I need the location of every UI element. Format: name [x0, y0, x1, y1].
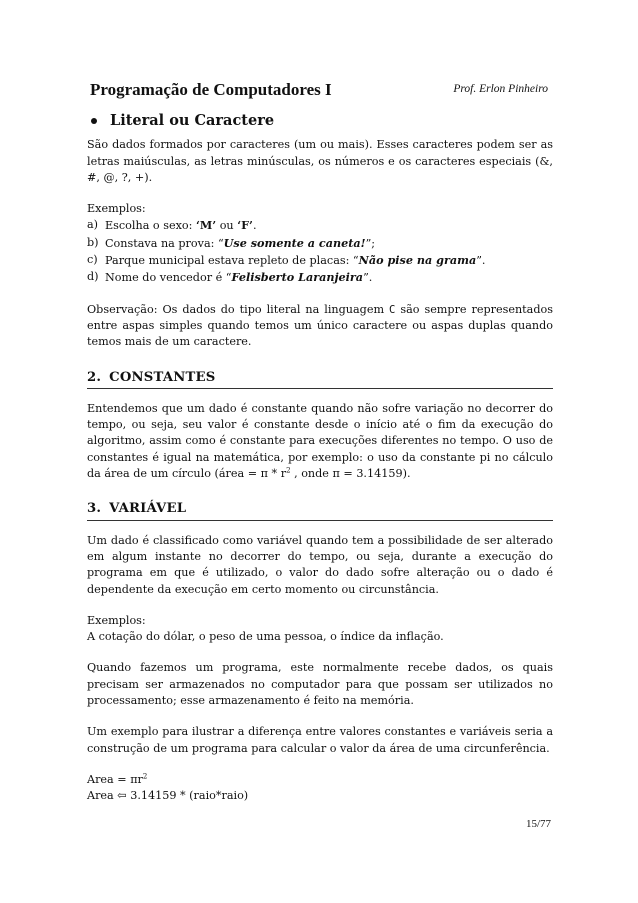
observation-text: são sempre representados entre aspas simples quando temos um único caractere ou aspas duplas quando temos mais de um caractere.: [87, 302, 553, 349]
formula-text: Area: [87, 789, 118, 803]
section-title: VARIÁVEL: [109, 501, 187, 517]
example-text: Escolha o sexo:: [105, 219, 196, 233]
example-text: ”;: [365, 236, 376, 250]
variavel-paragraph-1: Um dado é classificado como variável quando tem a possibilidade de ser alterado em algum instante no decorrer do tempo, ou seja, durante a execução do programa em que é utilizado, o valor do dado sofre alteração ou o dado é dependente da execução em certo momento ou circunstância.: [87, 533, 553, 596]
variavel-paragraph-3: Um exemplo para ilustrar a diferença entre valores constantes e variáveis seria a construção de um programa para calcular o valor da área de uma circunferência.: [87, 725, 553, 755]
formula-area-assignment: [87, 788, 553, 804]
observation-text: Observação: Os dados do tipo literal na linguagem: [87, 302, 390, 316]
literal-heading: [87, 113, 553, 129]
formula-area-math: [87, 772, 553, 788]
list-item-label: a): [87, 218, 99, 232]
example-value: ‘M’: [195, 218, 217, 233]
example-text: ou: [216, 219, 238, 233]
list-item-label: c): [87, 253, 98, 267]
example-text: Constava na prova: “: [105, 236, 224, 250]
section-title: CONSTANTES: [109, 369, 216, 385]
list-item: [87, 252, 553, 269]
list-item: [87, 217, 553, 234]
list-item: [87, 235, 553, 252]
example-value: Não pise na grama: [358, 253, 477, 268]
author-name: Prof. Erlon Pinheiro: [453, 83, 548, 95]
left-arrow-icon: ⇦: [117, 789, 127, 803]
example-text: ”.: [476, 254, 486, 268]
section-number: 2.: [87, 369, 102, 385]
course-title: Programação de Computadores I: [90, 80, 332, 99]
page-header: [90, 80, 548, 102]
superscript: 2: [286, 466, 291, 475]
literal-observation: [87, 302, 553, 351]
constantes-paragraph: [87, 401, 553, 482]
formula-text: 3.14159 * (raio*raio): [126, 789, 249, 803]
example-text: Nome do vencedor é “: [105, 271, 232, 285]
list-item-label: b): [87, 235, 99, 249]
example-value: ‘F’: [237, 218, 253, 233]
variavel-examples-text: A cotação do dólar, o peso de uma pessoa, o índice da inflação.: [87, 630, 444, 644]
variavel-examples-label: Exemplos:: [87, 613, 146, 627]
variavel-paragraph-2: Quando fazemos um programa, este normalmente recebe dados, os quais precisam ser armazenados no computador para que possam ser utilizados no processamento; esse armazenamento é feito na memória.: [87, 661, 553, 708]
example-text: ”.: [363, 271, 373, 285]
example-value: Use somente a caneta!: [223, 235, 366, 250]
example-text: .: [252, 219, 257, 233]
page-content: [87, 113, 553, 805]
language-name: C: [389, 303, 396, 316]
bullet-icon: [91, 118, 97, 124]
constantes-text: , onde π = 3.14159).: [290, 467, 411, 481]
constantes-text: Entendemos que um dado é constante quando não sofre variação no decorrer do tempo, ou seja, seu valor é constante desde o início até o fim da execução do algoritmo, assim como é constante para execuções diferentes no tempo. O uso de constantes é igual na matemática, por exemplo: o uso da constante pi no cálculo da área de um círculo (área = π * r: [87, 401, 553, 481]
page-number: 15/77: [525, 818, 551, 830]
formula-text: Area = πr: [87, 772, 143, 786]
example-value: Felisberto Laranjeira: [231, 270, 364, 285]
literal-examples-label: Exemplos:: [87, 202, 146, 216]
literal-heading-text: Literal ou Caractere: [110, 112, 275, 129]
list-item-label: d): [87, 270, 99, 284]
variavel-heading: [87, 501, 553, 520]
example-text: Parque municipal estava repleto de placas: “: [105, 254, 359, 268]
section-number: 3.: [87, 501, 102, 517]
list-item: [87, 269, 553, 286]
superscript: 2: [142, 772, 148, 781]
constantes-heading: [87, 370, 553, 389]
literal-intro: São dados formados por caracteres (um ou mais). Esses caracteres podem ser as letras maiúsculas, as letras minúsculas, os números e os caracteres especiais (&, #, @, ?, +).: [87, 138, 553, 184]
literal-examples-list: [87, 217, 553, 286]
